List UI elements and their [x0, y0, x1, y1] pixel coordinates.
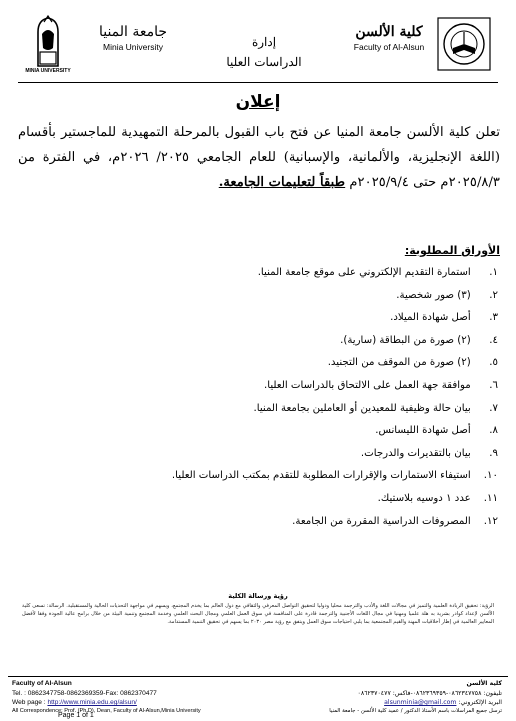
email-link[interactable]: alsunminia@gmail.com [384, 699, 457, 706]
document-item [40, 420, 498, 443]
document-item-text: بيان بالتقديرات والدرجات. [360, 447, 471, 459]
document-item-number: ٥. [489, 357, 498, 369]
document-item [40, 285, 498, 308]
document-item [40, 443, 498, 466]
document-item [40, 330, 498, 353]
required-documents-heading: الأوراق المطلوبة: [404, 244, 500, 257]
faculty-name-en: Faculty of Al-Alsun [353, 42, 425, 52]
website-link[interactable]: http://www.minia.edu.eg/alsun/ [47, 699, 137, 706]
department-line-1: إدارة [251, 35, 277, 49]
document-item-text: المصروفات الدراسية المقررة من الجامعة. [292, 515, 471, 527]
footer-faculty-en: Faculty of Al-Alsun [12, 680, 72, 687]
document-item [40, 511, 498, 534]
logo-caption: MINIA UNIVERSITY [25, 68, 71, 74]
university-name-en: Minia University [103, 42, 163, 52]
document-item-text: موافقة جهة العمل على الالتحاق بالدراسات العليا. [264, 379, 471, 391]
document-item [40, 352, 498, 375]
footer-correspondence-ar: ترسل جميع المراسلات باسم الأستاذ الدكتور / عميد كلية الألسن - جامعة المنيا [329, 708, 502, 714]
document-item-number: ٨. [489, 425, 498, 437]
document-item-number: ١. [489, 267, 498, 278]
document-item-number: ٦. [489, 379, 498, 391]
document-item-number: ١٠. [483, 470, 498, 482]
footer-web: Web page : http://www.minia.edu.eg/alsun/ [12, 699, 137, 706]
document-item-number: ٣. [489, 312, 498, 324]
document-item-text: استمارة التقديم الإلكتروني على موقع جامعة المنيا. [257, 267, 471, 278]
document-item-text: أصل شهادة الليسانس. [375, 425, 471, 437]
vision-mission-text: الرؤية: تحقيق الريادة العلمية والتميز في مجالات اللغة والأدب والترجمة محليا ودوليا لتحقيق التواصل المعرفي والثقافي مع دول العالم بما يخدم المجتمع، ويسهم في مواجهة التحديات الحالية والمستقبلية. الرسالة: تسعى كلية الألسن لإعداد كوادر بشرية به هلة علميا ومهنيا في مجال اللغات الأجنبية والترجمة قادرة على المنافسة في سوق العمل العلمي ومجال البحث العلمي وخدمة المجتمع وتنمية البيئة من خلال برامج عالية الجودة وفقا لأفضل المعايير العالمية في إطار أخلاقيات المهنة والقيم المجتمعية بما يلبي احتياجات سوق العمل ويتفق مع رؤية مصر ٢٠٣٠ بما يسهم في تحقيق التنمية المستدامة. [22, 603, 494, 626]
document-item [40, 375, 498, 398]
document-item-text: عدد ١ دوسيه بلاستيك. [377, 492, 471, 504]
letterhead [14, 8, 502, 78]
department-name [204, 32, 324, 72]
document-item [40, 488, 498, 511]
footer-faculty-ar: كلية الألسن [466, 680, 502, 687]
announcement-body: تعلن كلية الألسن جامعة المنيا عن فتح باب القبول بالمرحلة التمهيدية للماجستير بأقسام (اللغة الإنجليزية، والألمانية، والإسبانية) للعام الجامعي ٢٠٢٥/ ٢٠٢٦م، في الفترة من ٢٠٢٥/٨/٣م حتى ٢٠٢٥/٩/٤م طبقاً لتعليمات الجامعة. [18, 125, 500, 190]
document-item-number: ٢. [489, 289, 498, 301]
document-item-number: ٤. [489, 334, 498, 346]
document-item-text: بيان حالة وظيفية للمعيدين أو العاملين بجامعة المنيا. [253, 402, 471, 414]
document-item-text: (٣) صور شخصية. [396, 289, 471, 301]
department-line-2: الدراسات العليا [226, 55, 302, 69]
document-item-number: ٩. [489, 447, 498, 459]
footer-tel-en: Tel. : 0862347758-0862369359-Fax: 0862370477 [12, 690, 157, 697]
document-item-number: ١١. [483, 492, 498, 504]
minia-university-logo-icon [24, 14, 72, 72]
instructions-note: طبقاً لتعليمات الجامعة. [218, 175, 346, 190]
faculty-logo-icon [434, 14, 494, 74]
document-item [40, 307, 498, 330]
university-name [78, 24, 188, 52]
faculty-name [334, 24, 444, 52]
document-item-text: (٢) صورة من الموقف من التجنيد. [327, 357, 471, 369]
announcement-title: إعلان [235, 92, 281, 112]
header-divider [18, 82, 498, 83]
vision-mission [22, 592, 494, 627]
document-item-text: استيفاء الاستمارات والإقرارات المطلوبة للتقدم بمكتب الدراسات العليا. [171, 470, 471, 482]
document-item-number: ١٢. [483, 515, 498, 527]
document-item-text: (٢) صورة من البطاقة (سارية). [340, 334, 471, 346]
university-name-ar: جامعة المنيا [98, 24, 168, 40]
document-item [40, 398, 498, 421]
footer-tel-ar: تليفون: ٠٨٦٢٣٤٧٧٥٨-٠٨٦٢٣٦٩٣٥٩-فاكس: ٠٨٦٢٣٧٠٤٧٧ [357, 690, 502, 697]
page-number: Page 1 of 1 [58, 712, 94, 719]
faculty-name-ar: كلية الألسن [355, 24, 423, 40]
footer-email: البريد الإلكتروني: alsunminia@gmail.com [384, 699, 502, 706]
required-documents-list [40, 262, 498, 533]
vision-mission-title: رؤية ورسالة الكلية [228, 592, 288, 600]
document-item-text: أصل شهادة الميلاد. [390, 312, 471, 324]
document-item [40, 465, 498, 488]
document-item-number: ٧. [489, 402, 498, 414]
document-item [40, 262, 498, 285]
footer-correspondence-en: All Correspondence: Prof. (Ph.D), Dean, Faculty of Al-Alsun,Minia University [12, 708, 201, 714]
